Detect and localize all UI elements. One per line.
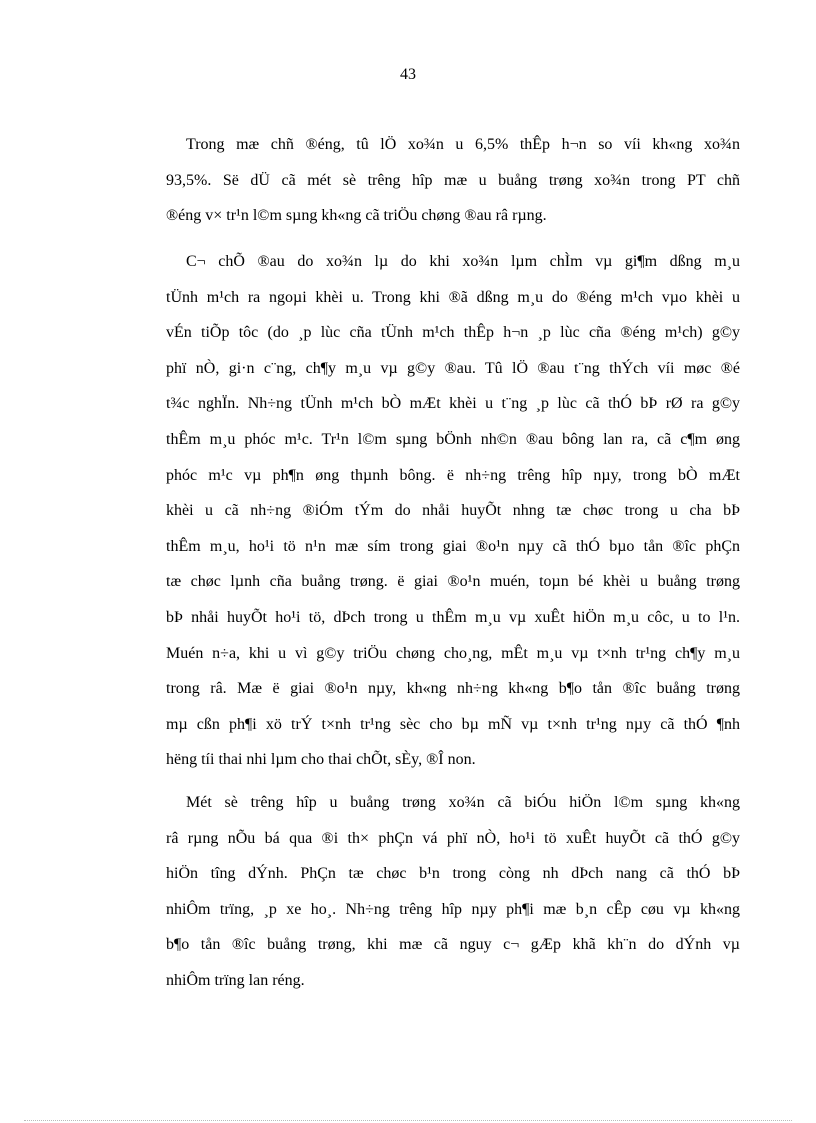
text-line: bÞ nhåi huyÕt ho¹i tö, dÞch trong u thÊm m¸u vµ xuÊt hiÖn m¸u côc, u to l¹n. (166, 608, 740, 626)
text-line: thÊm m¸u phóc m¹c. Tr¹n l©m sµng bÖnh nh©n ®au bông lan ra, cã c¶m øng (166, 430, 740, 448)
text-line: 93,5%. Së dÜ cã mét sè trêng hîp mæ u buång trøng xo¾n trong PT chñ (166, 171, 740, 189)
text-line: phóc m¹c vµ ph¶n øng thµnh bông. ë nh÷ng trêng hîp nµy, trong bÒ mÆt (166, 466, 740, 484)
text-line: b¶o tån ®îc buång trøng, khi mæ cã nguy c¬ gÆp khã kh¨n do dÝnh vµ (166, 936, 740, 954)
text-line: Mét sè trêng hîp u buång trøng xo¾n cã biÓu hiÖn l©m sµng kh«ng (186, 794, 740, 811)
text-line: vÉn tiÕp tôc (do ¸p lùc cña tÜnh m¹ch thÊp h¬n ¸p lùc cña ®éng m¹ch) g©y (166, 324, 740, 342)
text-line: hiÖn tîng dÝnh. PhÇn tæ chøc b¹n trong còng nh dÞch nang cã thÓ bÞ (166, 865, 740, 883)
text-line: râ rµng nÕu bá qua ®i th× phÇn vá phï nÒ, ho¹i tö xuÊt huyÕt cã thÓ g©y (166, 829, 740, 847)
paragraph-2 (166, 244, 740, 778)
text-line: t¾c nghÏn. Nh÷ng tÜnh m¹ch bÒ mÆt khèi u t¨ng ¸p lùc cã thÓ bÞ rØ ra g©y (166, 395, 740, 413)
page-number: 43 (400, 66, 416, 83)
text-line: C¬ chÕ ®au do xo¾n lµ do khi xo¾n lµm chÌm vµ gi¶m dßng m¸u (186, 253, 740, 270)
paragraph-1 (166, 127, 740, 234)
text-line: Trong mæ chñ ®éng, tû lÖ xo¾n u 6,5% thÊp h¬n so víi kh«ng xo¾n (186, 136, 740, 153)
paragraph-3 (166, 785, 740, 999)
text-line: tÜnh m¹ch ra ngoµi khèi u. Trong khi ®ã dßng m¸u do ®éng m¹ch vµo khèi u (166, 288, 740, 306)
text-line: khèi u cã nh÷ng ®iÓm tÝm do nhåi huyÕt nhng tæ chøc trong u cha bÞ (166, 502, 740, 520)
text-line: thÊm m¸u, ho¹i tö n¹n mæ sím trong giai ®o¹n nµy cã thÓ bµo tån ®îc phÇn (166, 537, 740, 555)
text-line: ®éng v× tr¹n l©m sµng kh«ng cã triÖu chøng ®au râ rµng. (166, 207, 547, 225)
text-line: hëng tíi thai nhi lµm cho thai chÕt, sÈy, ®Î non. (166, 751, 476, 769)
text-line: trong râ. Mæ ë giai ®o¹n nµy, kh«ng nh÷ng kh«ng b¶o tån ®îc buång trøng (166, 680, 740, 698)
text-line: mµ cßn ph¶i xö trÝ t×nh tr¹ng sèc cho bµ mÑ vµ t×nh tr¹ng nµy cã thÓ ¶nh (166, 715, 740, 733)
text-line: Muén n÷a, khi u vì g©y triÖu chøng cho¸ng, mÊt m¸u vµ t×nh tr¹ng ch¶y m¸u (166, 644, 740, 662)
text-line: phï nÒ, gi·n c¨ng, ch¶y m¸u vµ g©y ®au. Tû lÖ ®au t¨ng thÝch víi møc ®é (166, 359, 740, 377)
text-line: nhiÔm trïng lan réng. (166, 971, 305, 989)
page-bottom-rule (24, 1120, 792, 1121)
text-line: tæ chøc lµnh cña buång trøng. ë giai ®o¹n muén, toµn bé khèi u buång trøng (166, 573, 740, 591)
text-line: nhiÔm trïng, ¸p xe ho¸. Nh÷ng trêng hîp nµy ph¶i mæ b¸n cÊp cøu vµ kh«ng (166, 900, 740, 918)
